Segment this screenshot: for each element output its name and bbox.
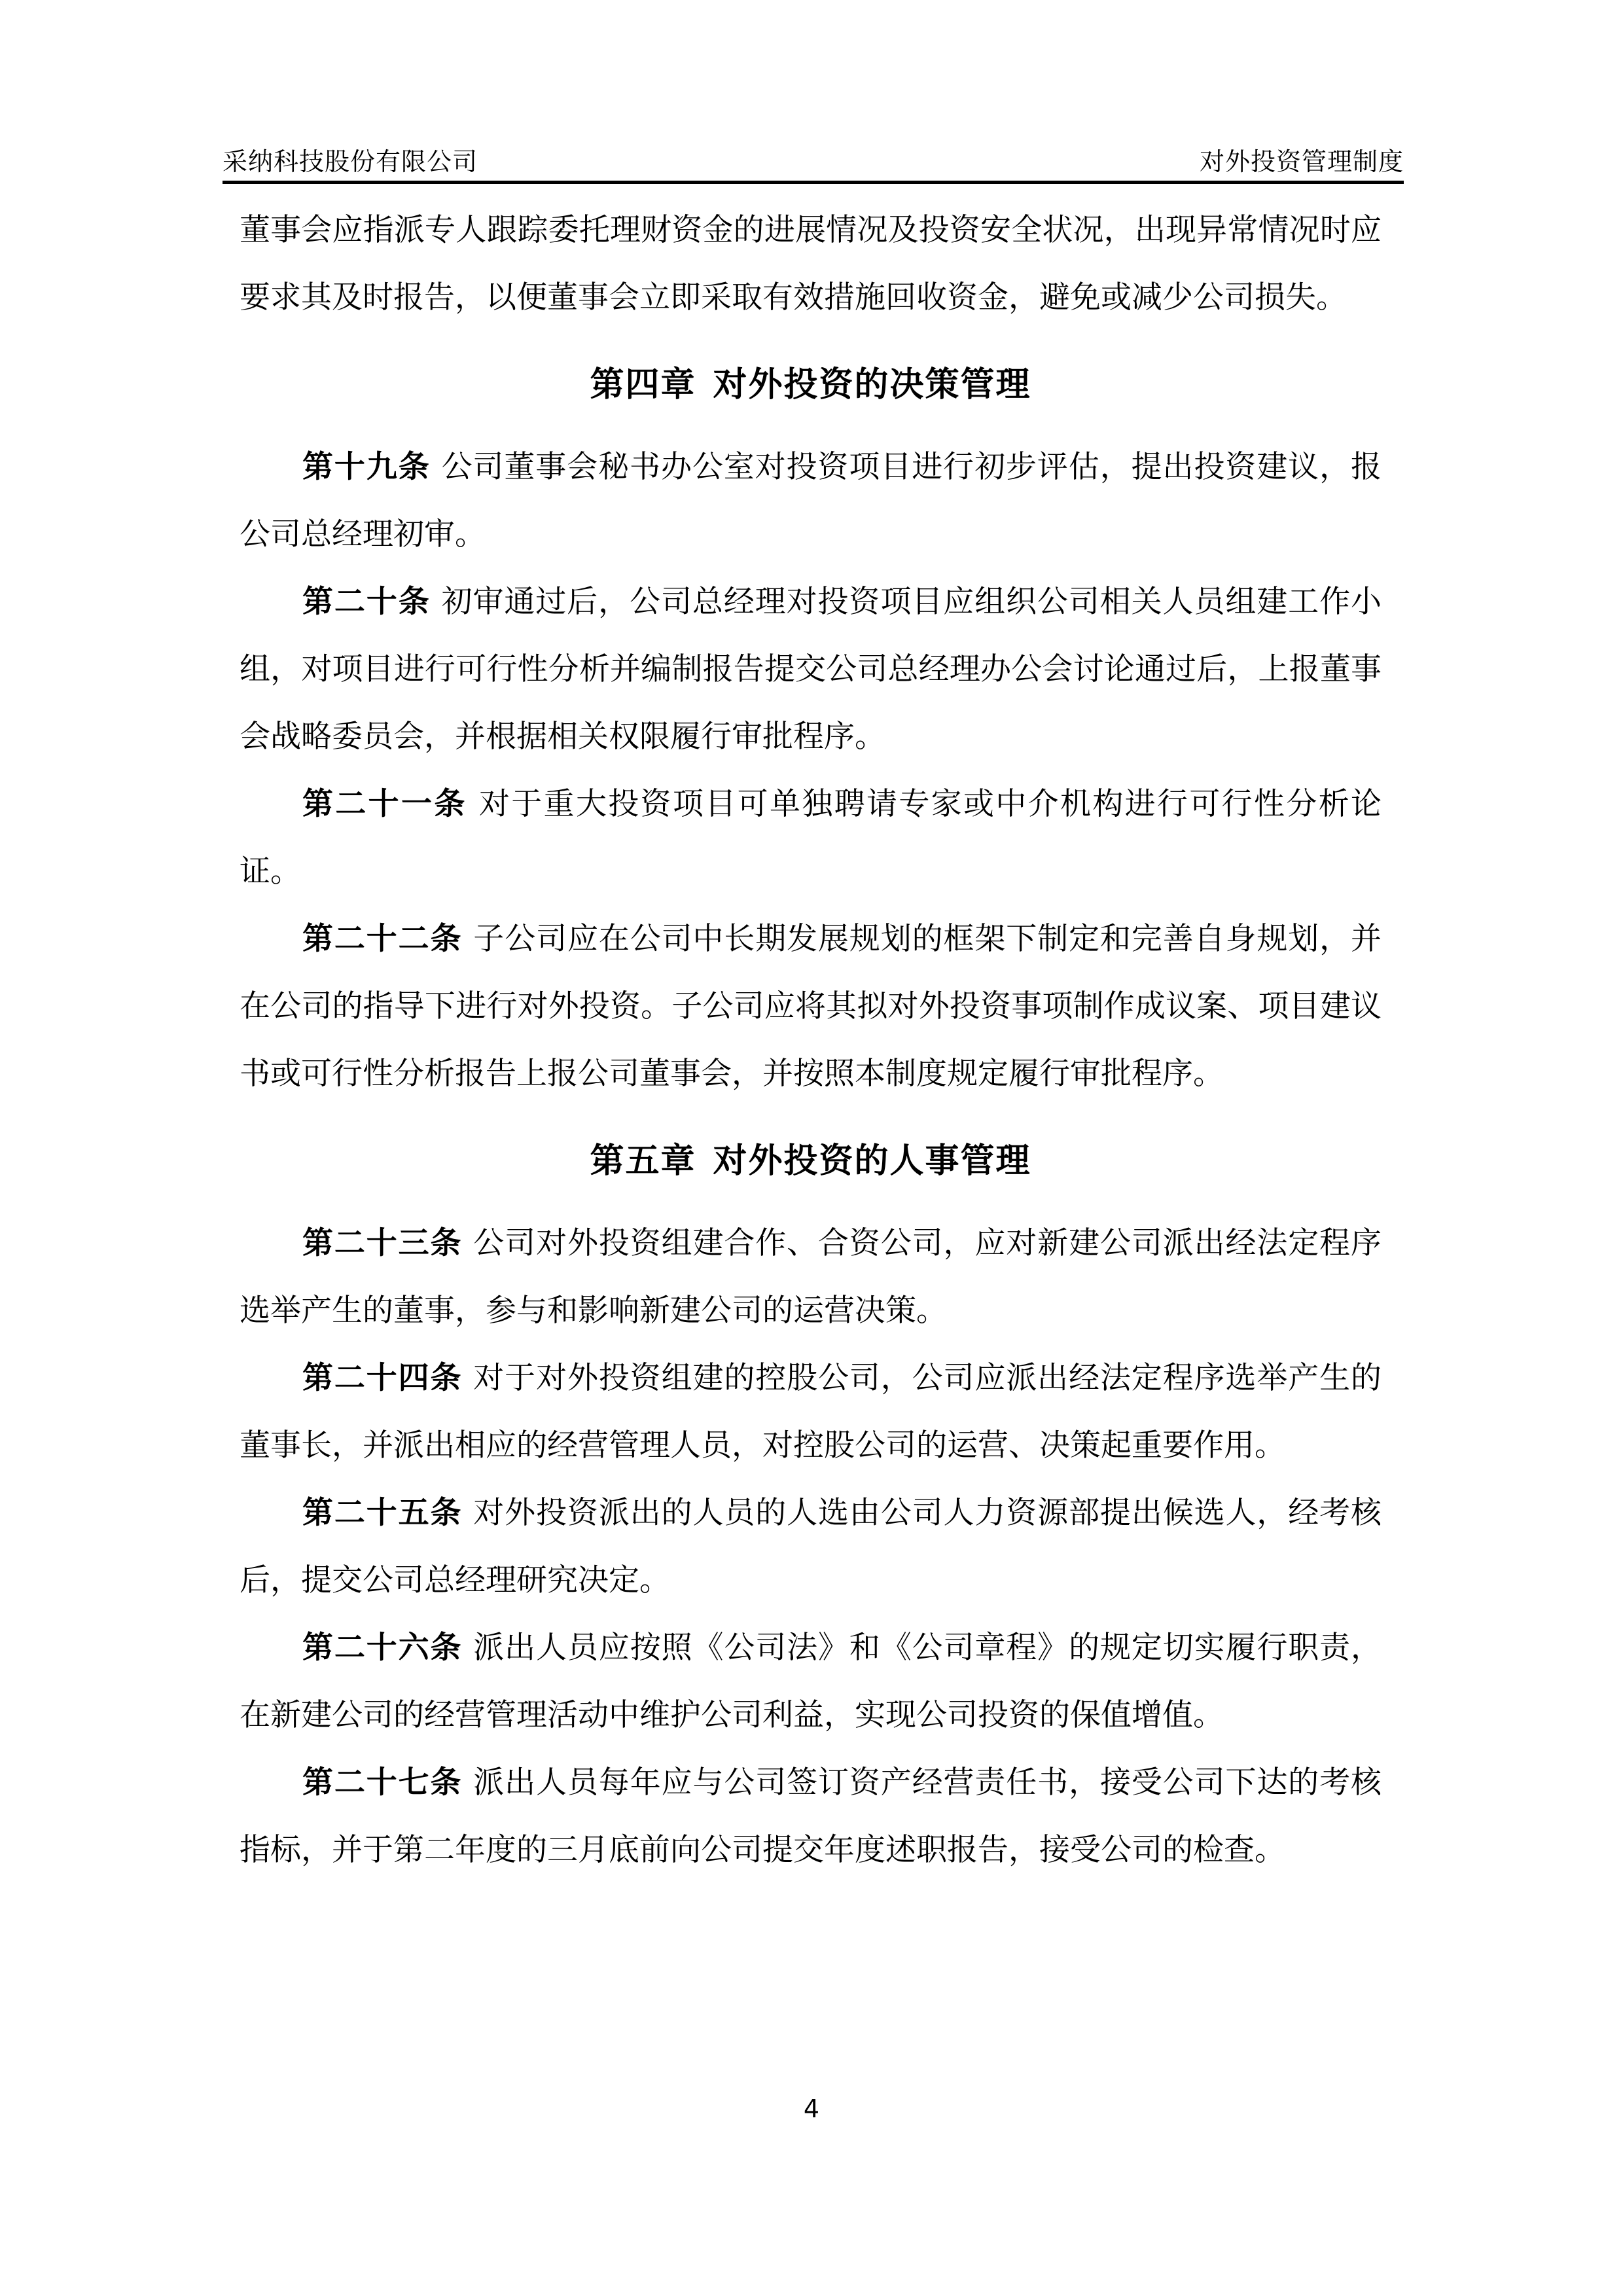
article-23-text: 公司对外投资组建合作、合资公司，应对新建公司派出经法定程序选举产生的董事，参与和影响新建公司的运营决策。 [240, 1225, 1382, 1329]
article-21-label: 第二十一条 [302, 786, 467, 822]
article-20-label: 第二十条 [302, 584, 431, 620]
article-23-label: 第二十三条 [302, 1225, 463, 1261]
article-26-label: 第二十六条 [302, 1630, 463, 1666]
article-25-label: 第二十五条 [302, 1495, 463, 1531]
paragraph-intro-text: 董事会应指派专人跟踪委托理财资金的进展情况及投资安全状况，出现异常情况时应要求其及时报告，以便董事会立即采取有效措施回收资金，避免或减少公司损失。 [240, 212, 1382, 315]
article-24-text: 对于对外投资组建的控股公司，公司应派出经法定程序选举产生的董事长，并派出相应的经营管理人员，对控股公司的运营、决策起重要作用。 [240, 1360, 1382, 1463]
page-header [223, 149, 1404, 184]
chapter-5-name: 对外投资的人事管理 [713, 1141, 1031, 1181]
article-19 [240, 433, 1382, 568]
article-20-text: 初审通过后，公司总经理对投资项目应组织公司相关人员组建工作小组，对项目进行可行性分析并编制报告提交公司总经理办公会讨论通过后，上报董事会战略委员会，并根据相关权限履行审批程序。 [240, 584, 1382, 755]
article-25-text: 对外投资派出的人员的人选由公司人力资源部提出候选人，经考核后，提交公司总经理研究决定。 [240, 1495, 1382, 1598]
article-27-text: 派出人员每年应与公司签订资产经营责任书，接受公司下达的考核指标，并于第二年度的三月底前向公司提交年度述职报告，接受公司的检查。 [240, 1765, 1382, 1868]
article-27-label: 第二十七条 [302, 1765, 463, 1801]
article-24-label: 第二十四条 [302, 1360, 463, 1396]
article-26-text: 派出人员应按照《公司法》和《公司章程》的规定切实履行职责，在新建公司的经营管理活动中维护公司利益，实现公司投资的保值增值。 [240, 1630, 1382, 1733]
paragraph-intro [240, 196, 1382, 331]
article-20 [240, 568, 1382, 770]
document-body [240, 196, 1382, 1884]
header-company-name: 采纳科技股份有限公司 [223, 147, 478, 176]
article-19-text: 公司董事会秘书办公室对投资项目进行初步评估，提出投资建议，报公司总经理初审。 [240, 449, 1382, 552]
article-22-label: 第二十二条 [302, 921, 463, 957]
chapter-4-name: 对外投资的决策管理 [713, 365, 1031, 404]
chapter-5-number: 第五章 [590, 1141, 696, 1181]
article-22-text: 子公司应在公司中长期发展规划的框架下制定和完善自身规划，并在公司的指导下进行对外投资。子公司应将其拟对外投资事项制作成议案、项目建议书或可行性分析报告上报公司董事会，并按照本制度规定履行审批程序。 [240, 921, 1382, 1092]
article-25 [240, 1479, 1382, 1614]
article-24 [240, 1344, 1382, 1479]
chapter-4-number: 第四章 [590, 365, 696, 404]
header-divider [223, 181, 1404, 184]
header-document-title: 对外投资管理制度 [1199, 147, 1404, 176]
header-row [223, 149, 1404, 181]
article-19-label: 第十九条 [302, 449, 431, 485]
page-number: 4 [803, 2094, 820, 2123]
article-21-text: 对于重大投资项目可单独聘请专家或中介机构进行可行性分析论证。 [240, 786, 1382, 889]
article-26 [240, 1614, 1382, 1749]
article-27 [240, 1749, 1382, 1884]
chapter-heading-5 [240, 1130, 1382, 1193]
chapter-heading-4 [240, 353, 1382, 416]
article-21 [240, 770, 1382, 905]
page-footer [0, 2094, 1623, 2123]
article-22 [240, 905, 1382, 1107]
article-23 [240, 1210, 1382, 1344]
